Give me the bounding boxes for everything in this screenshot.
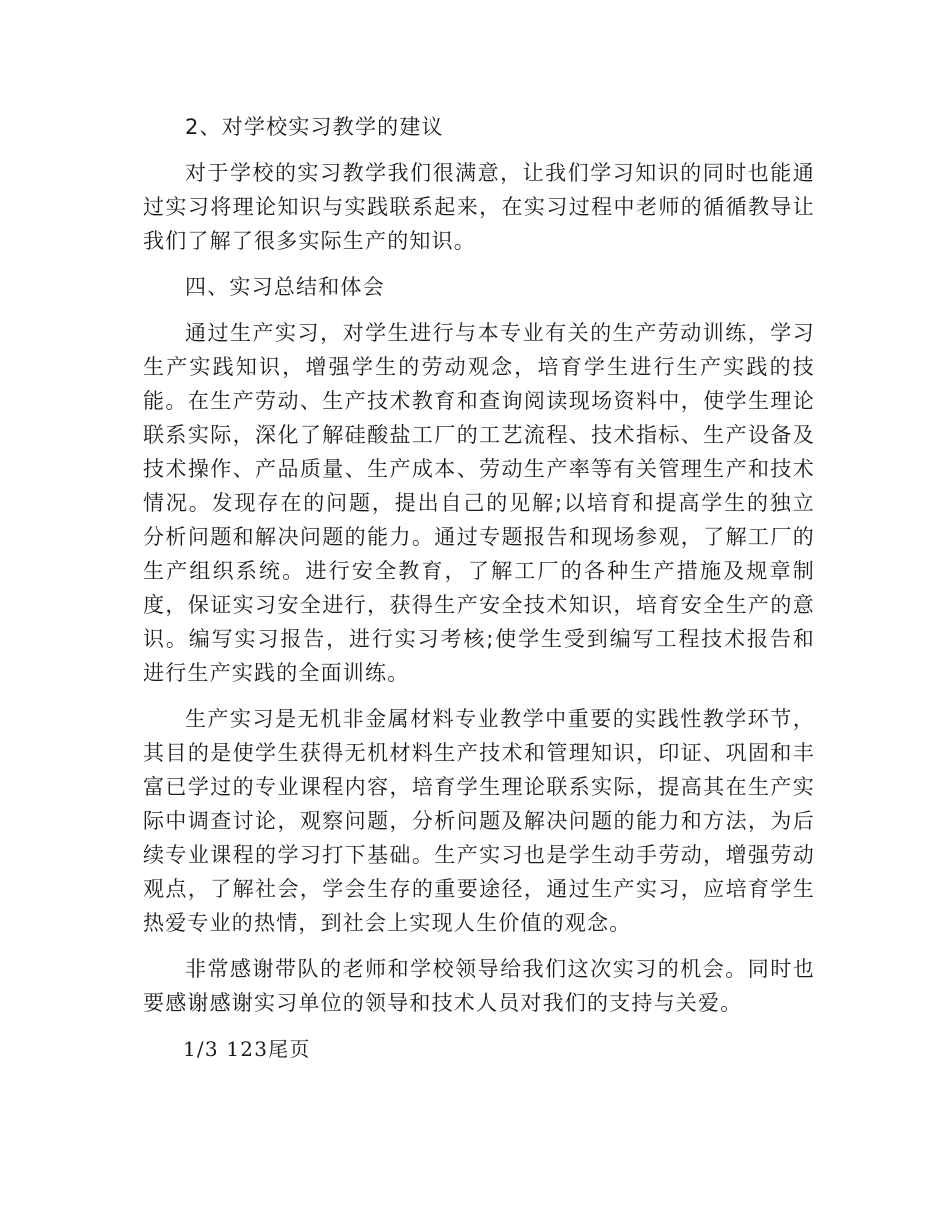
section-heading-2: 2、对学校实习教学的建议: [185, 115, 444, 139]
paragraph-internship-summary: 通过生产实习，对学生进行与本专业有关的生产劳动训练，学习生产实践知识，增强学生的劳动观念，培育学生进行生产实践的技能。在生产劳动、生产技术教育和查询阅读现场资料中，使学生理论联系实际，深化了解硅酸盐工厂的工艺流程、技术指标、生产设备及技术操作、产品质量、生产成本、劳动生产率等有关管理生产和技术情况。发现存在的问题，提出自己的见解;以培育和提高学生的独立分析问题和解决问题的能力。通过专题报告和现场参观，了解工厂的生产组织系统。进行安全教育，了解工厂的各种生产措施及规章制度，保证实习安全进行，获得生产安全技术知识，培育安全生产的意识。编写实习报告，进行实习考核;使学生受到编写工程技术报告和进行生产实践的全面训练。: [143, 321, 815, 685]
paragraph-thanks: 非常感谢带队的老师和学校领导给我们这次实习的机会。同时也要感谢感谢实习单位的领导和技术人员对我们的支持与关爱。: [143, 957, 815, 1015]
document-body: [143, 110, 815, 1066]
page-indicator: 1/3 123尾页: [183, 1037, 311, 1061]
paragraph-school-suggestion: 对于学校的实习教学我们很满意，让我们学习知识的同时也能通过实习将理论知识与实践联系起来，在实习过程中老师的循循教导让我们了解了很多实际生产的知识。: [143, 161, 815, 253]
section-heading-4: 四、实习总结和体会: [185, 275, 385, 299]
paragraph-internship-purpose: 生产实习是无机非金属材料专业教学中重要的实践性教学环节，其目的是使学生获得无机材料生产技术和管理知识，印证、巩固和丰富已学过的专业课程内容，培育学生理论联系实际，提高其在生产实际中调查讨论，观察问题，分析问题及解决问题的能力和方法，为后续专业课程的学习打下基础。生产实习也是学生动手劳动，增强劳动观点，了解社会，学会生存的重要途径，通过生产实习，应培育学生热爱专业的热情，到社会上实现人生价值的观念。: [143, 707, 815, 935]
